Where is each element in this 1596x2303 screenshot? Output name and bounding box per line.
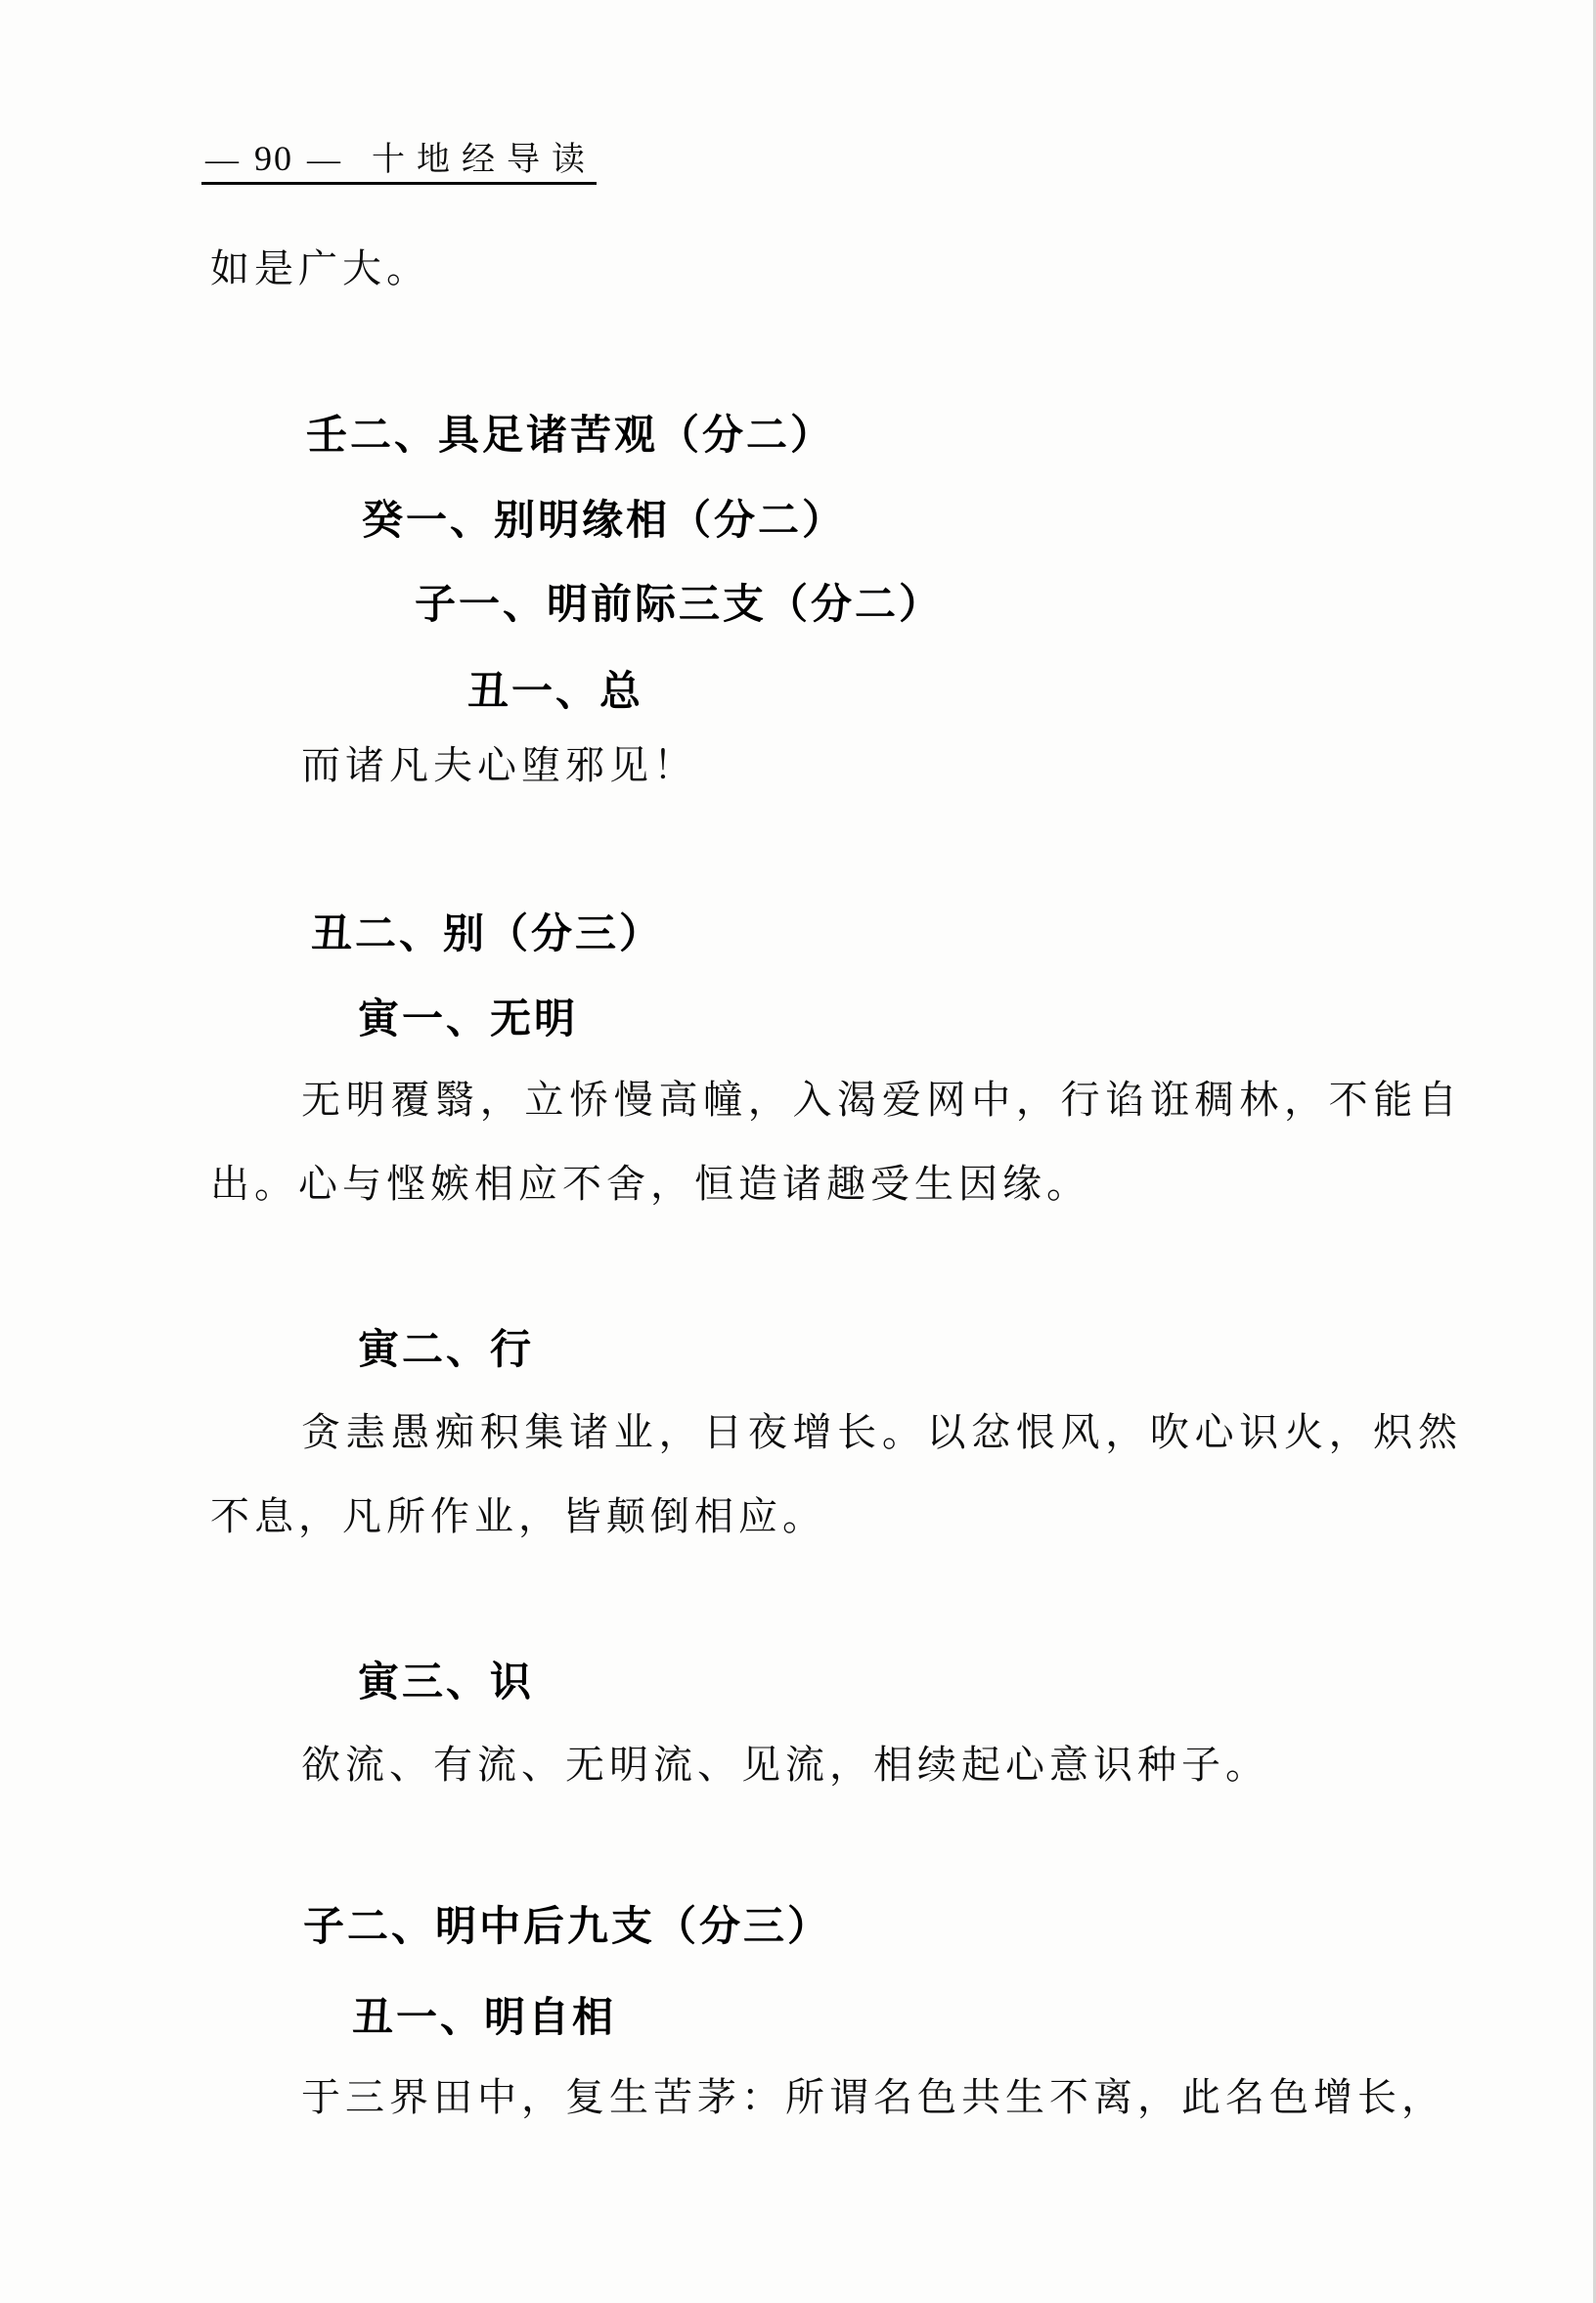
outline-heading-yin1-wuming: 寅一、无明 <box>358 997 579 1042</box>
paragraph-xing: 贪恚愚痴积集诸业，日夜增长。以忿恨风，吹心识火，炽然不息，凡所作业，皆颠倒相应。 <box>210 1411 1462 1538</box>
outline-heading-zi1: 子一、明前际三支（分二） <box>415 583 944 628</box>
book-title: 十地经导读 <box>372 142 597 178</box>
paragraph-carryover: 如是广大。 <box>210 247 430 290</box>
page-number: 90 <box>254 139 293 178</box>
running-head-dash-right: — <box>307 142 342 178</box>
paragraph-wuming: 无明覆翳，立㤭慢高幢，入渴爱网中，行谄诳稠林，不能自出。心与悭嫉相应不舍，恒造诸趣受生因缘。 <box>210 1079 1462 1206</box>
running-head <box>205 139 597 180</box>
paragraph-shi: 欲流、有流、无明流、见流，相续起心意识种子。 <box>301 1744 1269 1787</box>
running-head-dash-left: — <box>205 142 241 178</box>
paragraph-zong: 而诸凡夫心堕邪见！ <box>301 744 697 787</box>
running-head-rule <box>201 182 597 185</box>
outline-heading-ren2: 壬二、具足诸苦观（分二） <box>306 414 835 459</box>
outline-heading-gui1: 癸一、别明缘相（分二） <box>362 499 847 544</box>
outline-heading-yin2-xing: 寅二、行 <box>358 1328 535 1373</box>
outline-heading-chou1-zong: 丑一、总 <box>467 670 644 715</box>
outline-heading-chou2-bie: 丑二、别（分三） <box>311 912 664 957</box>
paragraph-zixiang: 于三界田中，复生苦茅：所谓名色共生不离，此名色增长， <box>301 2076 1445 2119</box>
outline-heading-zi2: 子二、明中后九支（分三） <box>303 1905 832 1950</box>
outline-heading-yin3-shi: 寅三、识 <box>358 1661 535 1705</box>
outline-heading-chou1-zixiang: 丑一、明自相 <box>352 1996 617 2041</box>
